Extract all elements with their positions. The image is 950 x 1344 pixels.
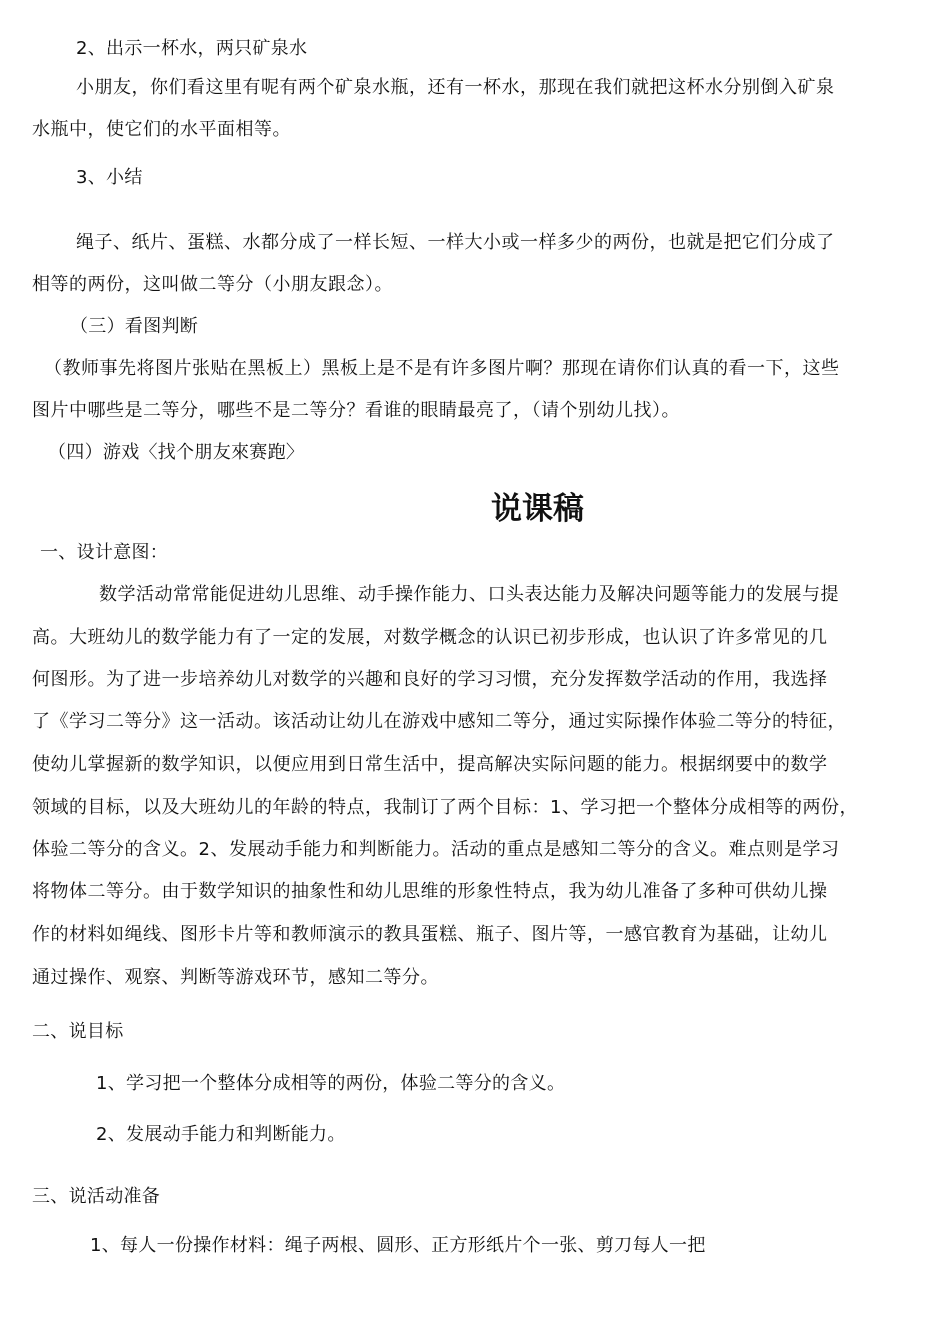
part1-line: 通过操作、观察、判断等游戏环节，感知二等分。 (32, 967, 439, 988)
preparation-item-1: 1、每人一份操作材料：绳子两根、圆形、正方形纸片个一张、剪刀每人一把 (90, 1235, 706, 1256)
part1-line: 体验二等分的含义。2、发展动手能力和判断能力。活动的重点是感知二等分的含义。难点则是学习 (32, 839, 840, 860)
section3-body-line-2: 图片中哪些是二等分，哪些不是二等分？看谁的眼睛最亮了，（请个别幼儿找）。 (32, 400, 680, 421)
goal-1: 1、学习把一个整体分成相等的两份，体验二等分的含义。 (96, 1073, 566, 1094)
summary-line-2: 相等的两份，这叫做二等分（小朋友跟念）。 (32, 274, 393, 295)
part2-heading: 二、说目标 (32, 1021, 124, 1042)
item2-body-line-2: 水瓶中，使它们的水平面相等。 (32, 119, 291, 140)
section3-body-line-1: （教师事先将图片张贴在黑板上）黑板上是不是有许多图片啊？那现在请你们认真的看一下，这些 (44, 358, 840, 379)
document-title: 说课稿 (491, 491, 584, 527)
goal-2: 2、发展动手能力和判断能力。 (96, 1124, 346, 1145)
item3-heading: 3、小结 (76, 167, 143, 188)
part1-line: 作的材料如绳线、图形卡片等和教师演示的教具蛋糕、瓶子、图片等，一感官教育为基础，让幼儿 (32, 924, 828, 945)
summary-line-1: 绳子、纸片、蛋糕、水都分成了一样长短、一样大小或一样多少的两份，也就是把它们分成了 (76, 232, 835, 253)
part1-line: 将物体二等分。由于数学知识的抽象性和幼儿思维的形象性特点，我为幼儿准备了多种可供幼儿操 (32, 881, 828, 902)
part1-line: 使幼儿掌握新的数学知识，以便应用到日常生活中，提高解决实际问题的能力。根据纲要中的数学 (32, 754, 828, 775)
section4-heading: （四）游戏〈找个朋友來赛跑〉 (48, 442, 305, 463)
item2-body-line-1: 小朋友，你们看这里有呢有两个矿泉水瓶，还有一杯水，那现在我们就把这杯水分别倒入矿泉 (76, 77, 835, 98)
section3-heading: （三）看图判断 (70, 316, 199, 337)
part1-heading: 一、设计意图： (40, 542, 169, 563)
part1-line: 高。大班幼儿的数学能力有了一定的发展，对数学概念的认识已初步形成，也认识了许多常见的几 (32, 627, 828, 648)
part1-line: 何图形。为了进一步培养幼儿对数学的兴趣和良好的学习习惯，充分发挥数学活动的作用，我选择 (32, 669, 828, 690)
part1-line: 了《学习二等分》这一活动。该活动让幼儿在游戏中感知二等分，通过实际操作体验二等分的特征， (32, 711, 846, 732)
part1-line: 数学活动常常能促进幼儿思维、动手操作能力、口头表达能力及解决问题等能力的发展与提 (99, 584, 839, 605)
part3-heading: 三、说活动准备 (32, 1186, 161, 1207)
item2-heading: 2、出示一杯水，两只矿泉水 (76, 38, 308, 59)
part1-line: 领域的目标，以及大班幼儿的年龄的特点，我制订了两个目标：1、学习把一个整体分成相等的两份， (32, 797, 858, 818)
